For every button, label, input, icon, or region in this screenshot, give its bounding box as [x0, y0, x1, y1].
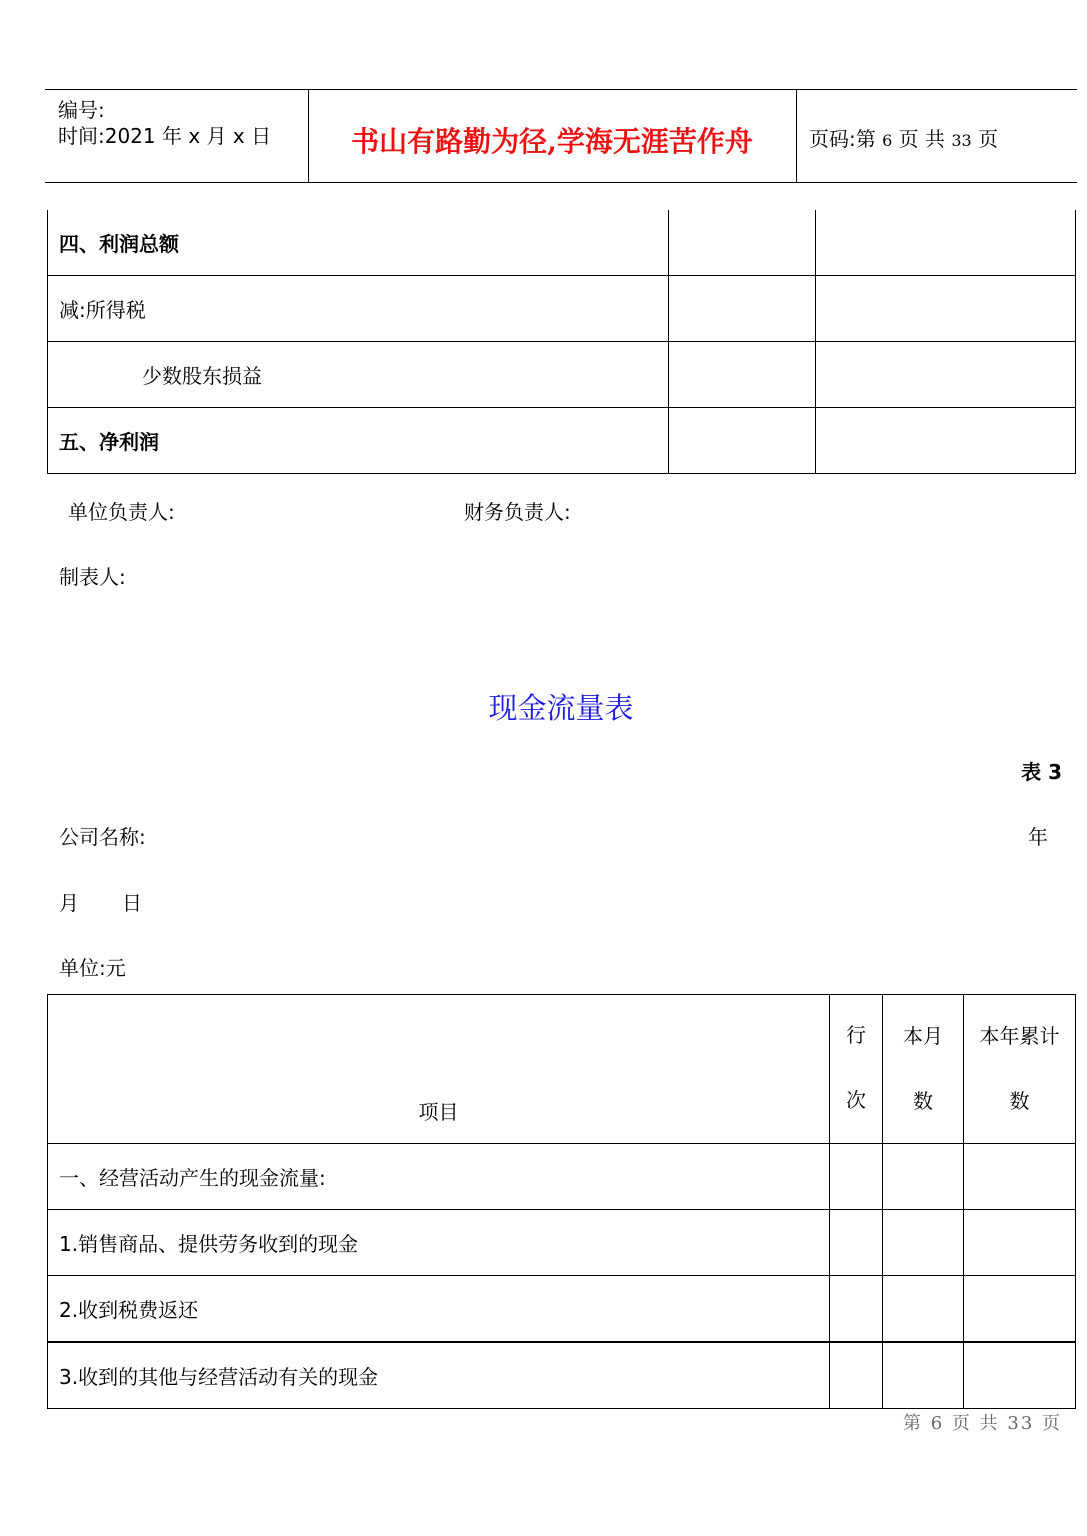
table-row — [48, 1276, 1076, 1343]
table-header-row — [48, 995, 1076, 1144]
row-tax-refund: 2.收到税费返还 — [48, 1276, 830, 1343]
header-page-cell — [796, 90, 1077, 182]
page-current: 6 — [882, 131, 893, 150]
header-row-number — [830, 995, 883, 1144]
company-name-label: 公司名称: — [59, 825, 146, 849]
cell-empty — [883, 1144, 964, 1210]
preparer-label: 制表人: — [59, 565, 126, 589]
cell-empty — [816, 342, 1076, 408]
page-prefix: 页码:第 — [809, 127, 876, 151]
document-number-label: 编号: — [58, 98, 105, 122]
cell-empty — [816, 408, 1076, 474]
cell-empty — [883, 1342, 964, 1409]
header-month-top: 本月 — [903, 1024, 943, 1048]
cell-empty — [964, 1144, 1076, 1210]
header-month — [883, 995, 964, 1144]
cashflow-title: 现金流量表 — [488, 691, 634, 725]
table-row — [48, 276, 1076, 342]
table-row — [48, 1144, 1076, 1210]
header-meta-cell — [45, 90, 309, 182]
cell-empty — [883, 1276, 964, 1343]
table-row — [48, 1342, 1076, 1409]
finance-head-label: 财务负责人: — [464, 500, 571, 524]
cell-empty — [830, 1342, 883, 1409]
cell-empty — [816, 210, 1076, 276]
table-row — [48, 210, 1076, 276]
row-other-operating-cash: 3.收到的其他与经营活动有关的现金 — [48, 1342, 830, 1409]
unit-head-label: 单位负责人: — [68, 500, 175, 524]
page-suffix: 页 — [978, 127, 999, 151]
document-time-label: 时间:2021 年 x 月 x 日 — [58, 124, 272, 148]
table-row — [48, 1210, 1076, 1276]
cell-empty — [964, 1210, 1076, 1276]
cell-empty — [964, 1276, 1076, 1343]
cell-empty — [830, 1210, 883, 1276]
day-label: 日 — [122, 891, 142, 915]
row-label-total-profit: 四、利润总额 — [48, 210, 669, 276]
header-ytd — [964, 995, 1076, 1144]
cell-empty — [883, 1210, 964, 1276]
header-row-number-top: 行 — [846, 1023, 866, 1047]
header-month-bottom: 数 — [913, 1089, 933, 1113]
cell-empty — [669, 276, 816, 342]
cell-empty — [669, 408, 816, 474]
page-header — [45, 89, 1077, 183]
cashflow-table — [47, 994, 1076, 1409]
table-row — [48, 408, 1076, 474]
row-operating-header: 一、经营活动产生的现金流量: — [48, 1144, 830, 1210]
header-page-info — [809, 123, 998, 152]
row-label-net-profit: 五、净利润 — [48, 408, 669, 474]
header-slogan: 书山有路勤为径,学海无涯苦作舟 — [351, 125, 753, 158]
header-slogan-cell — [308, 90, 797, 182]
row-label-minority-interest: 少数股东损益 — [48, 342, 669, 408]
unit-label: 单位:元 — [59, 956, 126, 980]
cell-empty — [830, 1276, 883, 1343]
table-row — [48, 342, 1076, 408]
page-total: 33 — [951, 131, 972, 150]
row-sales-cash: 1.销售商品、提供劳务收到的现金 — [48, 1210, 830, 1276]
month-label: 月 — [59, 891, 79, 915]
header-ytd-bottom: 数 — [1009, 1089, 1030, 1113]
header-ytd-top: 本年累计 — [979, 1024, 1060, 1048]
income-statement-table — [47, 210, 1076, 474]
page-mid: 页 共 — [898, 127, 946, 151]
cell-empty — [816, 276, 1076, 342]
page-footer: 第 6 页 共 33 页 — [903, 1413, 1062, 1434]
cell-empty — [964, 1342, 1076, 1409]
table-number: 表 3 — [1021, 760, 1062, 784]
cell-empty — [830, 1144, 883, 1210]
cell-empty — [669, 210, 816, 276]
header-row-number-bottom: 次 — [846, 1088, 866, 1112]
cell-empty — [669, 342, 816, 408]
row-label-income-tax: 减:所得税 — [48, 276, 669, 342]
header-item: 项目 — [48, 995, 830, 1144]
year-label: 年 — [1028, 825, 1048, 849]
